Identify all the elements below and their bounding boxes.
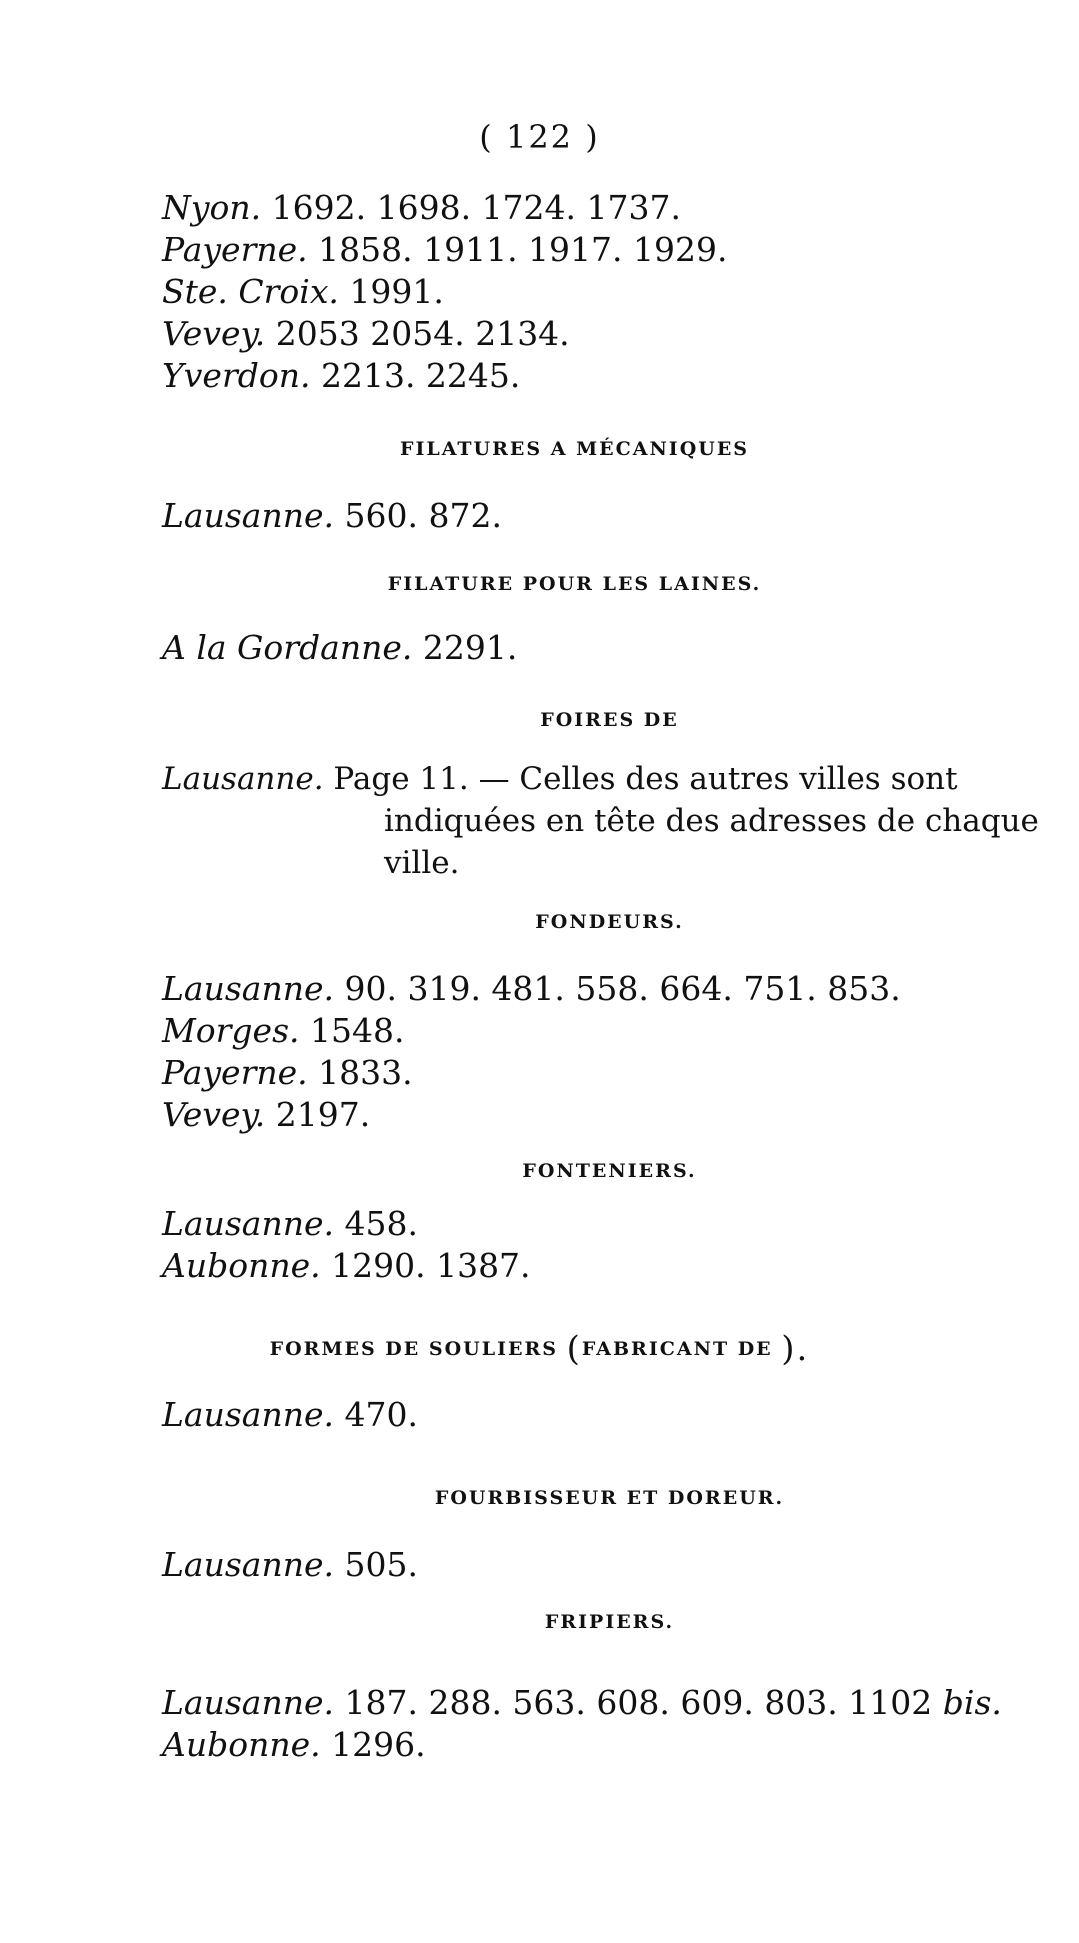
section-heading-fourbisseur: FOURBISSEUR ET DOREUR. [434,1487,785,1509]
place-name: Lausanne. [162,1683,334,1722]
entry-gordanne [162,627,517,669]
reference-numbers: 187. 288. 563. 608. 609. 803. 1102 [344,1683,933,1722]
section-heading-fondeurs: FONDEURS. [535,911,684,933]
place-name: A la Gordanne. [162,628,413,667]
place-name: Lausanne. [162,969,334,1008]
open-paren: ( [566,1329,582,1369]
reference-numbers: 1296. [331,1725,426,1764]
close-paren: ). [781,1329,810,1369]
reference-numbers: 2213. 2245. [320,356,521,395]
section-heading-formes [0,1329,1079,1369]
reference-numbers: 1548. [310,1011,405,1050]
heading-main: FORMES DE SOULIERS [269,1338,558,1360]
entry-vevey [162,313,570,355]
place-name: Vevey. [162,314,266,353]
reference-numbers: 1692. 1698. 1724. 1737. [271,188,681,227]
place-name: Vevey. [162,1095,266,1134]
reference-numbers: 1833. [318,1053,413,1092]
reference-numbers: 470. [344,1395,418,1434]
entry-aubonne [162,1724,426,1766]
reference-numbers: 458. [344,1204,418,1243]
place-name: Lausanne. [162,761,324,797]
bis-suffix: bis. [942,1683,1002,1722]
entry-lausanne [162,1203,418,1245]
entry-payerne [162,229,727,271]
reference-numbers: 1991. [349,272,444,311]
entry-lausanne [162,1682,1002,1724]
entry-morges [162,1010,405,1052]
foires-text-line: Page 11. — Celles des autres villes sont [333,761,958,797]
foires-text-line: indiquées en tête des adresses de chaque [384,803,1039,839]
entry-aubonne [162,1245,531,1287]
place-name: Lausanne. [162,1204,334,1243]
heading-inner: FABRICANT DE [581,1338,773,1360]
place-name: Yverdon. [162,356,311,395]
section-heading-fripiers: FRIPIERS. [544,1611,675,1633]
entry-ste-croix [162,271,444,313]
reference-numbers: 505. [344,1545,418,1584]
place-name: Payerne. [162,1053,308,1092]
entry-nyon [162,187,681,229]
reference-numbers: 90. 319. 481. 558. 664. 751. 853. [344,969,901,1008]
entry-vevey [162,1094,370,1136]
foires-entry [162,758,1072,884]
place-name: Lausanne. [162,1545,334,1584]
entry-lausanne [162,1544,418,1586]
reference-numbers: 2197. [275,1095,371,1134]
place-name: Lausanne. [162,1395,334,1434]
reference-numbers: 2291. [422,628,518,667]
place-name: Payerne. [162,230,308,269]
foires-text-line: ville. [384,845,460,881]
section-heading-foires: FOIRES DE [540,709,679,731]
entry-lausanne [162,968,901,1010]
place-name: Aubonne. [162,1725,321,1764]
reference-numbers: 1858. 1911. 1917. 1929. [318,230,728,269]
place-name: Aubonne. [162,1246,321,1285]
entry-yverdon [162,355,520,397]
place-name: Nyon. [162,188,262,227]
place-name: Lausanne. [162,496,334,535]
place-name: Morges. [162,1011,300,1050]
reference-numbers: 560. 872. [344,496,502,535]
reference-numbers: 2053 2054. 2134. [275,314,570,353]
entry-lausanne [162,1394,418,1436]
section-heading-filatures: FILATURES A MÉCANIQUES [399,438,750,460]
entry-payerne [162,1052,413,1094]
section-heading-filature-laines: FILATURE POUR LES LAINES. [387,573,762,595]
entry-lausanne [162,495,502,537]
reference-numbers: 1290. 1387. [331,1246,531,1285]
section-heading-fonteniers: FONTENIERS. [522,1160,697,1182]
place-name: Ste. Croix. [162,272,339,311]
page-number: ( 122 ) [479,118,600,156]
